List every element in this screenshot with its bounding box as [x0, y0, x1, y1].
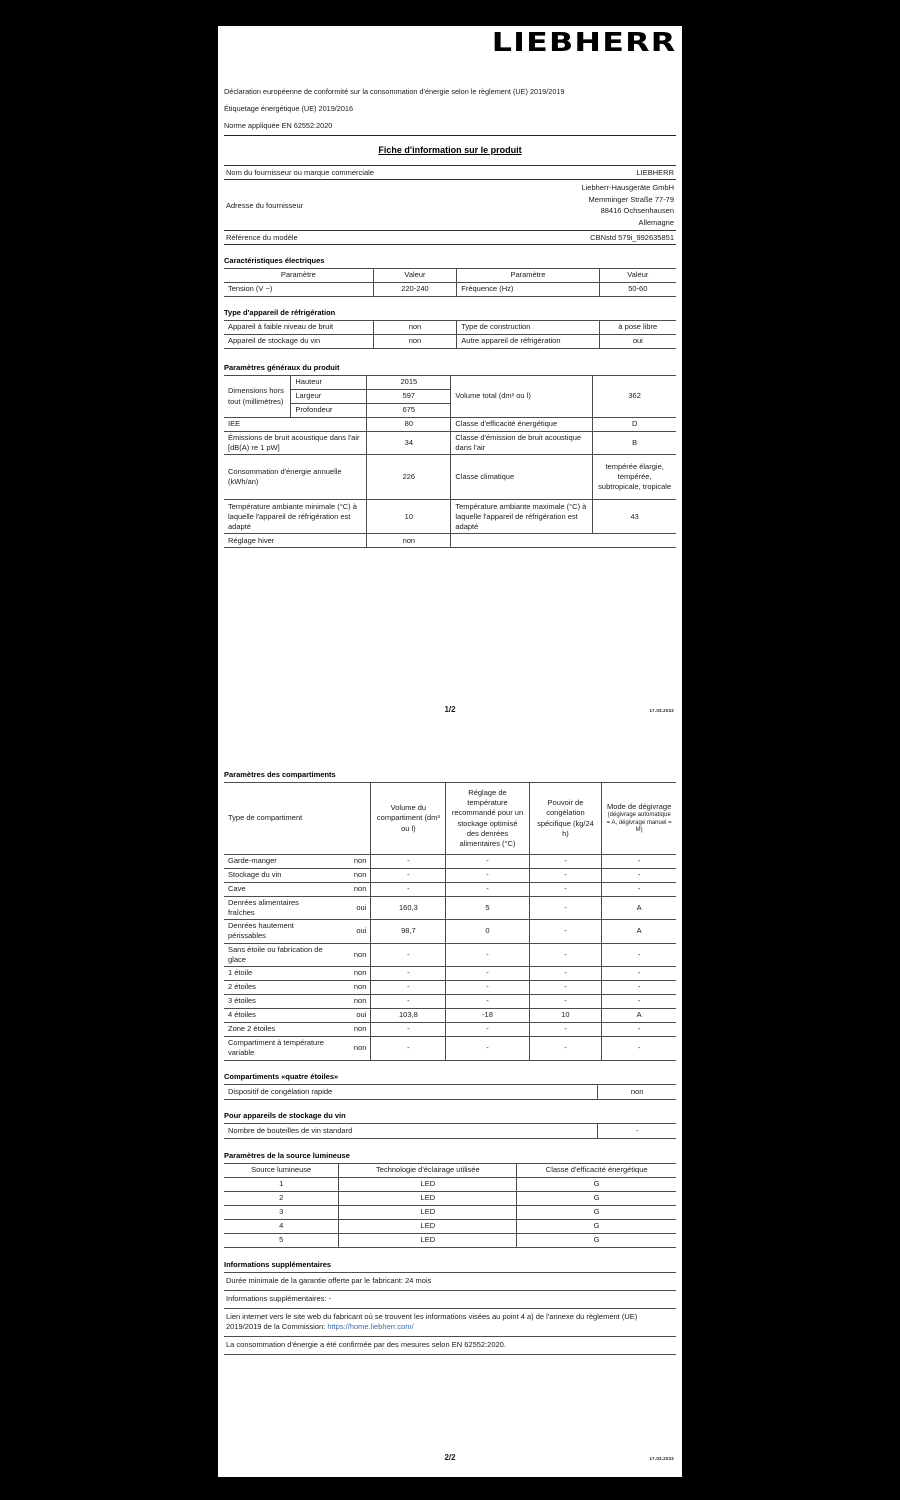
volume-cell: - — [371, 994, 446, 1008]
column-header: Type de compartiment — [224, 783, 371, 855]
section-heading-type: Type d'appareil de réfrigération — [224, 308, 336, 317]
param-label: Appareil à faible niveau de bruit — [224, 321, 373, 335]
temp-cell: -18 — [446, 1008, 529, 1022]
volume-value: 362 — [593, 376, 676, 418]
light-efficiency-class: G — [517, 1191, 676, 1205]
light-source-number: 4 — [224, 1219, 339, 1233]
temp-cell: - — [446, 1036, 529, 1060]
document-date: 17.03.2022 — [649, 1456, 674, 1461]
param-value: 80 — [367, 418, 451, 432]
link-row-text: Lien internet vers le site web du fabricant où se trouvent les informations visées au point 4 a) de l'annexe du règlement (UE) 2019/2019 de la Commission: — [226, 1311, 638, 1332]
page-number: 2/2 — [444, 1453, 456, 1462]
empty-cell — [451, 534, 676, 548]
freeze-cell: 10 — [529, 1008, 602, 1022]
volume-cell: - — [371, 980, 446, 994]
temp-cell: - — [446, 1022, 529, 1036]
four-star-table — [224, 1084, 676, 1100]
param-value: non — [373, 335, 457, 349]
dimension-name: Largeur — [291, 390, 367, 404]
defrost-cell: - — [602, 855, 676, 869]
table-row — [224, 994, 676, 1008]
table-row — [224, 1084, 676, 1099]
compartment-label: 4 étoiles — [224, 1008, 331, 1022]
freeze-cell: - — [529, 1036, 602, 1060]
page-2-footer — [224, 1453, 676, 1467]
defrost-cell: - — [602, 883, 676, 897]
param-label: Appareil de stockage du vin — [224, 335, 373, 349]
table-row — [224, 166, 676, 180]
freeze-cell: - — [529, 980, 602, 994]
column-header: Paramètre — [224, 269, 373, 283]
table-row — [224, 1177, 676, 1191]
compartment-label: Compartiment à température variable — [224, 1036, 331, 1060]
table-row — [224, 1191, 676, 1205]
temp-cell: - — [446, 966, 529, 980]
volume-cell: - — [371, 943, 446, 966]
compartment-label: 1 étoile — [224, 966, 331, 980]
page-2-content — [224, 770, 676, 1355]
param-value: non — [373, 321, 457, 335]
compartment-flag: oui — [331, 1008, 371, 1022]
page-number: 1/2 — [444, 705, 456, 714]
freeze-cell: - — [529, 869, 602, 883]
table-row — [224, 920, 676, 943]
param-value: tempérée élargie, tempérée, subtropicale, tropicale — [593, 455, 676, 500]
column-header: Classe d'efficacité énergétique — [517, 1163, 676, 1177]
param-value: 34 — [367, 432, 451, 455]
supplier-name-label: Nom du fournisseur ou marque commerciale — [224, 166, 450, 180]
freeze-cell: - — [529, 897, 602, 920]
section-heading-four-star: Compartiments «quatre étoiles» — [224, 1071, 339, 1081]
table-row — [224, 376, 676, 390]
table-header-row — [224, 1163, 676, 1177]
param-value: 10 — [367, 500, 451, 534]
table-row — [224, 1205, 676, 1219]
manufacturer-website-link[interactable]: https://home.liebherr.com/ — [327, 1322, 414, 1332]
table-row — [224, 855, 676, 869]
volume-cell: 98,7 — [371, 920, 446, 943]
dimensions-label: Dimensions hors tout (millimètres) — [224, 376, 291, 418]
liebherr-logo: LIEBHERR — [491, 28, 676, 58]
table-row — [224, 432, 676, 455]
param-label: Classe d'efficacité énergétique — [451, 418, 593, 432]
compartment-label: Stockage du vin — [224, 869, 331, 883]
table-row — [224, 283, 676, 297]
defrost-cell: - — [602, 966, 676, 980]
compartment-flag: non — [331, 1022, 371, 1036]
labelling-line: Étiquetage énergétique (UE) 2019/2016 — [224, 104, 354, 113]
freeze-cell: - — [529, 943, 602, 966]
light-efficiency-class: G — [517, 1177, 676, 1191]
logo-container — [224, 30, 676, 57]
column-header: Réglage de température recommandé pour un stockage optimisé des denrées alimentaires (°C) — [446, 783, 529, 855]
additional-info-row: Informations supplémentaires: - — [224, 1290, 676, 1308]
param-label: Autre appareil de réfrigération — [457, 335, 599, 349]
param-label: IEE — [224, 418, 367, 432]
supplier-name-value: LIEBHERR — [450, 166, 676, 180]
param-label: Consommation d'énergie annuelle (kWh/an) — [224, 455, 367, 500]
address-line: Memminger Straße 77-79 — [588, 194, 674, 204]
address-line: Allemagne — [638, 217, 674, 227]
defrost-header-main: Mode de dégivrage — [607, 802, 672, 812]
param-label: Tension (V ~) — [224, 283, 373, 297]
param-value: non — [598, 1084, 676, 1099]
column-header: Source lumineuse — [224, 1163, 339, 1177]
defrost-cell: - — [602, 943, 676, 966]
table-row — [224, 1233, 676, 1247]
section-heading-additional-info: Informations supplémentaires — [224, 1259, 332, 1269]
table-row — [224, 231, 676, 245]
freeze-cell: - — [529, 920, 602, 943]
param-label: Température ambiante maximale (°C) à laquelle l'appareil de réfrigération est adapté — [451, 500, 593, 534]
table-row — [224, 534, 676, 548]
compartment-label: Zone 2 étoiles — [224, 1022, 331, 1036]
table-row — [224, 1008, 676, 1022]
dimension-value: 597 — [367, 390, 451, 404]
dimension-name: Hauteur — [291, 376, 367, 390]
param-value: 50-60 — [599, 283, 676, 297]
table-row — [224, 869, 676, 883]
light-technology: LED — [339, 1191, 517, 1205]
param-label: Température ambiante minimale (°C) à laquelle l'appareil de réfrigération est adapté — [224, 500, 367, 534]
manufacturer-link-row — [224, 1308, 676, 1337]
defrost-cell: - — [602, 980, 676, 994]
defrost-cell: A — [602, 920, 676, 943]
section-heading-wine: Pour appareils de stockage du vin — [224, 1110, 346, 1120]
column-header: Pouvoir de congélation spécifique (kg/24 h) — [529, 783, 602, 855]
table-row — [224, 1219, 676, 1233]
supplier-address-value — [450, 180, 676, 231]
param-value: 220-240 — [373, 283, 457, 297]
compartment-label: Denrées alimentaires fraîches — [224, 897, 331, 920]
supplier-table — [224, 165, 676, 245]
compartment-label: 3 étoiles — [224, 994, 331, 1008]
table-row — [224, 455, 676, 500]
compartment-flag: non — [331, 994, 371, 1008]
defrost-cell: - — [602, 1022, 676, 1036]
param-value: oui — [599, 335, 676, 349]
table-row — [224, 335, 676, 349]
column-header: Paramètre — [457, 269, 599, 283]
section-heading-compartments: Paramètres des compartiments — [224, 770, 336, 779]
table-row — [224, 180, 676, 231]
light-technology: LED — [339, 1205, 517, 1219]
table-row — [224, 980, 676, 994]
document-page — [218, 26, 682, 1477]
table-row — [224, 1036, 676, 1060]
regulation-intro — [224, 83, 676, 134]
param-label: Nombre de bouteilles de vin standard — [224, 1123, 598, 1138]
light-technology: LED — [339, 1219, 517, 1233]
page-title: Fiche d'information sur le produit — [378, 145, 522, 155]
section-heading-general: Paramètres généraux du produit — [224, 363, 340, 372]
table-row — [224, 418, 676, 432]
compartment-label: Sans étoile ou fabrication de glace — [224, 943, 331, 966]
volume-cell: - — [371, 883, 446, 897]
model-ref-label: Référence du modèle — [224, 231, 450, 245]
light-technology: LED — [339, 1177, 517, 1191]
defrost-cell: - — [602, 869, 676, 883]
param-label: Classe d'émission de bruit acoustique dans l'air — [451, 432, 593, 455]
defrost-cell: A — [602, 1008, 676, 1022]
standard-line: Norme appliquée EN 62552:2020 — [224, 121, 333, 130]
table-row — [224, 1123, 676, 1138]
document-date: 17.03.2022 — [649, 708, 674, 713]
column-header: Valeur — [599, 269, 676, 283]
volume-cell: - — [371, 1022, 446, 1036]
warranty-row: Durée minimale de la garantie offerte par le fabricant: 24 mois — [224, 1272, 676, 1290]
light-source-number: 2 — [224, 1191, 339, 1205]
temp-cell: - — [446, 943, 529, 966]
compartments-table — [224, 782, 676, 1061]
volume-cell: - — [371, 855, 446, 869]
column-header: Technologie d'éclairage utilisée — [339, 1163, 517, 1177]
page-1-footer — [224, 705, 676, 719]
temp-cell: - — [446, 994, 529, 1008]
model-ref-value: CBNstd 579i_992635851 — [450, 231, 676, 245]
volume-cell: - — [371, 1036, 446, 1060]
table-row — [224, 943, 676, 966]
section-heading-electrical: Caractéristiques électriques — [224, 256, 325, 265]
table-row — [224, 966, 676, 980]
divider — [224, 135, 676, 136]
param-value: 226 — [367, 455, 451, 500]
column-header — [602, 783, 676, 855]
volume-cell: - — [371, 869, 446, 883]
param-label: Classe climatique — [451, 455, 593, 500]
compartment-flag: oui — [331, 897, 371, 920]
compartment-label: Garde-manger — [224, 855, 331, 869]
freeze-cell: - — [529, 966, 602, 980]
electrical-table — [224, 268, 676, 297]
defrost-header-sub: (dégivrage automatique = A, dégivrage manuel = M) — [606, 812, 672, 834]
compartment-label: Denrées hautement périssables — [224, 920, 331, 943]
param-value: B — [593, 432, 676, 455]
compartment-label: Cave — [224, 883, 331, 897]
light-technology: LED — [339, 1233, 517, 1247]
temp-cell: - — [446, 855, 529, 869]
compartment-label: 2 étoiles — [224, 980, 331, 994]
freeze-cell: - — [529, 855, 602, 869]
freeze-cell: - — [529, 994, 602, 1008]
table-row — [224, 897, 676, 920]
table-header-row — [224, 783, 676, 855]
temp-cell: - — [446, 980, 529, 994]
compartment-flag: non — [331, 966, 371, 980]
param-label: Fréquence (Hz) — [457, 283, 599, 297]
defrost-cell: - — [602, 1036, 676, 1060]
light-source-number: 5 — [224, 1233, 339, 1247]
page-1-content — [218, 30, 682, 548]
compartment-flag: non — [331, 855, 371, 869]
temp-cell: - — [446, 883, 529, 897]
supplier-address-label: Adresse du fournisseur — [224, 180, 450, 231]
param-value: non — [367, 534, 451, 548]
dimension-value: 675 — [367, 404, 451, 418]
table-row — [224, 883, 676, 897]
freeze-cell: - — [529, 1022, 602, 1036]
light-source-number: 3 — [224, 1205, 339, 1219]
param-value: à pose libre — [599, 321, 676, 335]
light-efficiency-class: G — [517, 1233, 676, 1247]
param-label: Émissions de bruit acoustique dans l'air [dB(A) re 1 pW] — [224, 432, 367, 455]
defrost-cell: A — [602, 897, 676, 920]
table-row — [224, 500, 676, 534]
column-header: Volume du compartiment (dm³ ou l) — [371, 783, 446, 855]
dimension-name: Profondeur — [291, 404, 367, 418]
section-heading-light: Paramètres de la source lumineuse — [224, 1150, 350, 1160]
param-label: Réglage hiver — [224, 534, 367, 548]
energy-confirmation-row: La consommation d'énergie a été confirmée par des mesures selon EN 62552:2020. — [224, 1336, 676, 1354]
declaration-line: Déclaration européenne de conformité sur la consommation d'énergie selon le règlement (UE) 2019/2019 — [224, 87, 565, 96]
compartment-flag: non — [331, 980, 371, 994]
temp-cell: - — [446, 869, 529, 883]
temp-cell: 5 — [446, 897, 529, 920]
light-source-number: 1 — [224, 1177, 339, 1191]
general-parameters-table — [224, 375, 676, 548]
volume-label: Volume total (dm³ ou l) — [451, 376, 593, 418]
table-row — [224, 321, 676, 335]
column-header: Valeur — [373, 269, 457, 283]
volume-cell: - — [371, 966, 446, 980]
appliance-type-table — [224, 320, 676, 349]
compartment-flag: non — [331, 943, 371, 966]
dimension-value: 2015 — [367, 376, 451, 390]
freeze-cell: - — [529, 883, 602, 897]
defrost-cell: - — [602, 994, 676, 1008]
light-efficiency-class: G — [517, 1219, 676, 1233]
address-line: 88416 Ochsenhausen — [600, 206, 674, 215]
compartment-flag: oui — [331, 920, 371, 943]
compartment-flag: non — [331, 1036, 371, 1060]
param-value: 43 — [593, 500, 676, 534]
light-source-table — [224, 1163, 676, 1248]
wine-storage-table — [224, 1123, 676, 1139]
param-value: D — [593, 418, 676, 432]
volume-cell: 160,3 — [371, 897, 446, 920]
temp-cell: 0 — [446, 920, 529, 943]
compartment-flag: non — [331, 869, 371, 883]
address-line: Liebherr-Hausgeräte GmbH — [581, 183, 674, 192]
param-label: Type de construction — [457, 321, 599, 335]
param-value: - — [598, 1123, 676, 1138]
table-row — [224, 1022, 676, 1036]
param-label: Dispositif de congélation rapide — [224, 1084, 598, 1099]
table-header-row — [224, 269, 676, 283]
additional-info-list — [224, 1272, 676, 1355]
volume-cell: 103,8 — [371, 1008, 446, 1022]
compartment-flag: non — [331, 883, 371, 897]
light-efficiency-class: G — [517, 1205, 676, 1219]
